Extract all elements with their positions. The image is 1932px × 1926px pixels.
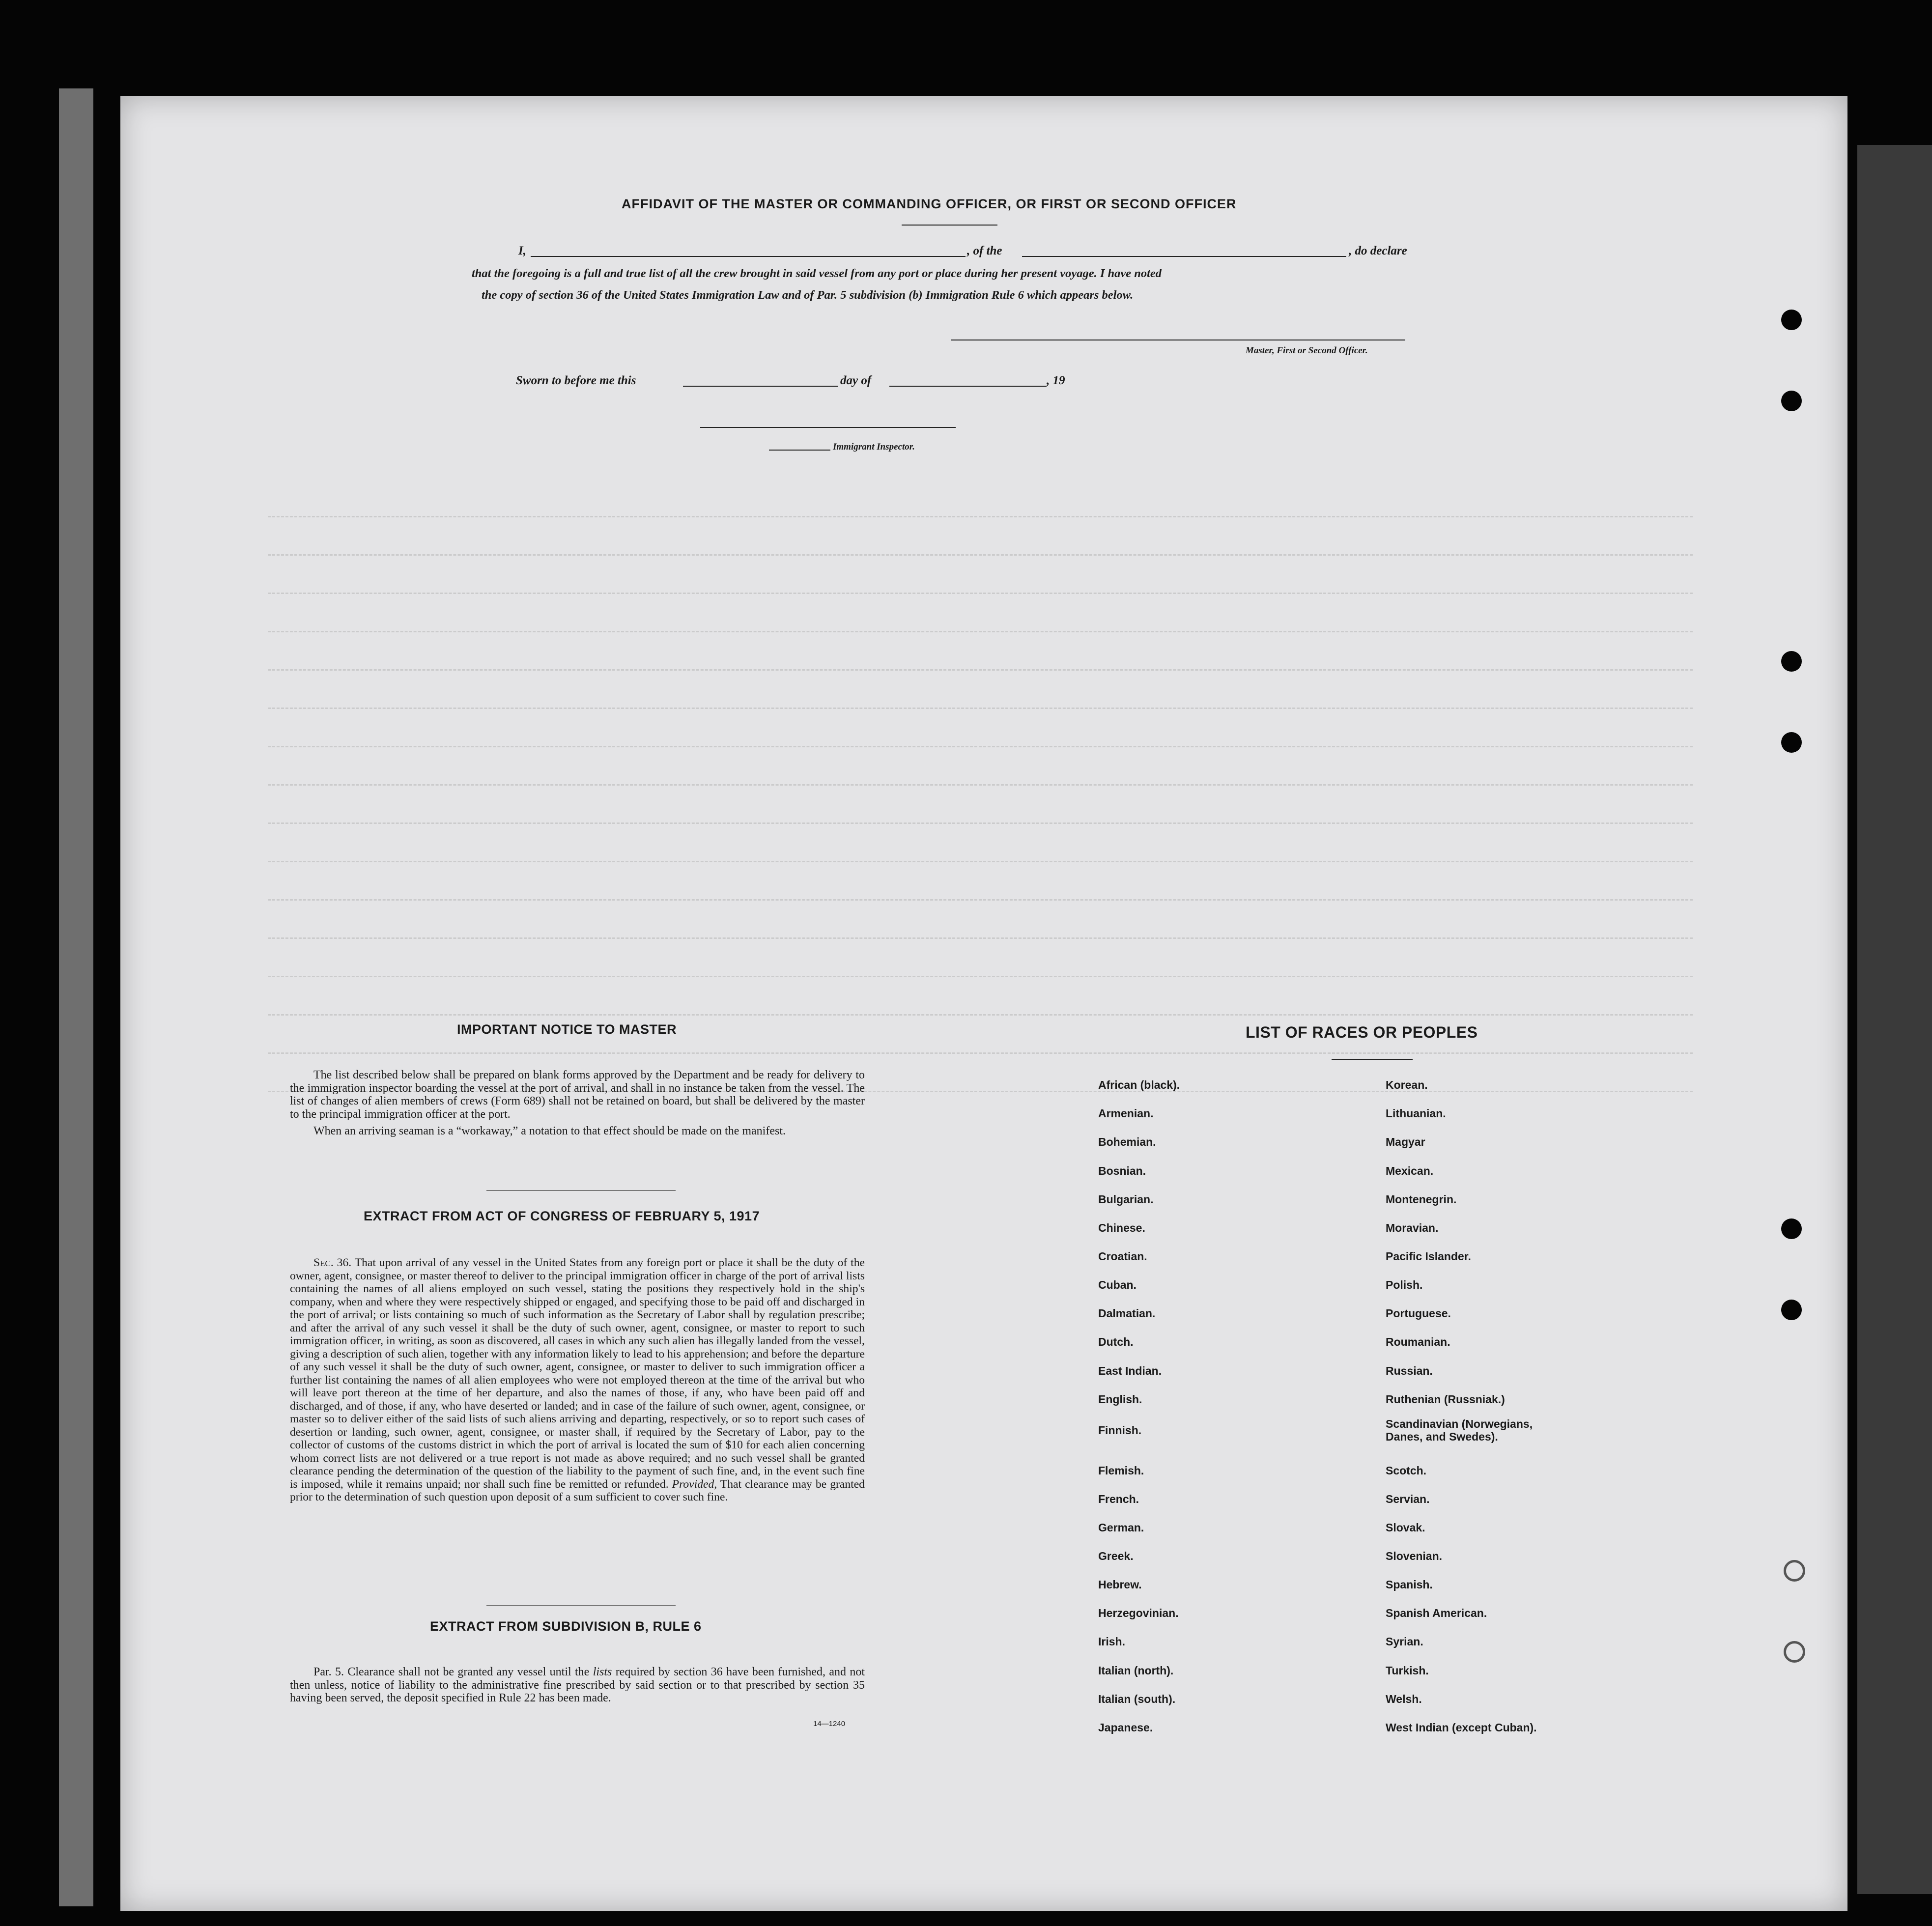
affidavit-text-line3: the copy of section 36 of the United States Immigration Law and of Par. 5 subdivision (b) Immigration Rule 6 which appears below.	[482, 288, 1134, 302]
race-item: Bosnian.	[1098, 1164, 1146, 1177]
inspector-short-line	[769, 450, 830, 451]
race-item: Irish.	[1098, 1635, 1125, 1648]
right-edge-strip	[1857, 145, 1932, 1894]
ghost-row	[268, 976, 1693, 980]
ghost-row	[268, 861, 1693, 865]
affidavit-do-declare-label: , do declare	[1349, 244, 1407, 257]
extract-act-body	[290, 1256, 865, 1504]
extract-rule-title: EXTRACT FROM SUBDIVISION B, RULE 6	[430, 1619, 702, 1634]
race-item: Spanish.	[1386, 1578, 1433, 1591]
race-item: Dalmatian.	[1098, 1307, 1156, 1320]
form-number: 14—1240	[813, 1720, 846, 1728]
ghost-row	[268, 937, 1693, 942]
race-item: Finnish.	[1098, 1424, 1142, 1437]
race-item: Greek.	[1098, 1550, 1134, 1562]
race-item: Spanish American.	[1386, 1607, 1487, 1619]
extract-act-title: EXTRACT FROM ACT OF CONGRESS OF FEBRUARY 5, 1917	[364, 1209, 760, 1223]
race-item: Slovenian.	[1386, 1550, 1443, 1562]
punch-hole	[1781, 1300, 1802, 1320]
notice-divider	[486, 1190, 676, 1191]
race-item: African (black).	[1098, 1078, 1180, 1091]
punch-hole	[1781, 1218, 1802, 1239]
race-item: Turkish.	[1386, 1664, 1429, 1677]
sec-36-label: Sec. 36.	[313, 1256, 352, 1269]
notice-title: IMPORTANT NOTICE TO MASTER	[457, 1022, 677, 1037]
race-item: Bohemian.	[1098, 1135, 1156, 1148]
notice-paragraph-2: When an arriving seaman is a “workaway,” a notation to that effect should be made on the manifest.	[313, 1125, 786, 1137]
race-item: Syrian.	[1386, 1635, 1423, 1648]
rule-text-b: required by section 36 have been furnished, and not then unless, notice of liability to the administrative fine prescribed by said section or to that prescribed by section 35 having been served, the deposit specified in Rule 22 has been made.	[290, 1666, 865, 1704]
rule-lists-word: lists	[593, 1666, 612, 1678]
race-item: Bulgarian.	[1098, 1193, 1154, 1206]
punch-hole	[1781, 651, 1802, 672]
race-item: East Indian.	[1098, 1364, 1162, 1377]
sec-36-text: That upon arrival of any vessel in the United States from any foreign port or place it shall be the duty of the owner, agent, consignee, or master thereof to deliver to the principal immigration officer in charge of the port of arrival lists containing the names of all aliens employed on such vessel, stating the positions they respectively hold in the ship's company, when and where they were respectively shipped or engaged, and specifying those to be paid off and discharged in the port of arrival; or lists containing so much of such information as the Secretary of Labor shall by regulation prescribe; and after the arrival of any such vessel it shall be the duty of such owner, agent, consignee, or master to report to such immigration officer, in writing, as soon as discovered, all cases in which any such alien has illegally landed from the vessel, giving a description of such alien, together with any information likely to lead to his apprehension; and before the departure of any such vessel it shall be the duty of such owner, agent, consignee, or master to deliver to such immigration officer a further list containing the names of all alien employees who were not employed thereon at the time of the arrival but who will leave port thereon at the time of her departure, and also the names of those, if any, who have been paid off and discharged, and of those, if any, who have deserted or landed; and in case of the failure of such owner, agent, consignee, or master so to deliver either of the said lists of such aliens arriving and departing, respectively, or so to report such cases of desertion or landing, such owner, agent, consignee, or master shall, if required by the Secretary of Labor, pay to the collector of customs of the customs district in which the port of arrival is located the sum of $10 for each alien concerning whom correct lists are not delivered or a true report is not made as above required; and no such vessel shall be granted clearance pending the determination of the question of the liability to the payment of such fine, and, in the event such fine is imposed, while it remains unpaid; nor shall such fine be remitted or refunded.	[290, 1256, 865, 1491]
ghost-row	[268, 708, 1693, 712]
race-item: Slovak.	[1386, 1521, 1425, 1534]
race-item: Italian (north).	[1098, 1664, 1174, 1677]
race-item: Dutch.	[1098, 1335, 1134, 1348]
race-item: Lithuanian.	[1386, 1107, 1446, 1120]
affidavit-i-label: I,	[518, 244, 526, 257]
race-item: Roumanian.	[1386, 1335, 1450, 1348]
master-signature-label: Master, First or Second Officer.	[1246, 345, 1368, 356]
ghost-row	[268, 899, 1693, 904]
punch-hole	[1781, 732, 1802, 753]
inspector-label: Immigrant Inspector.	[833, 442, 915, 452]
extract-rule-body	[290, 1666, 865, 1705]
races-title-rule	[1332, 1059, 1413, 1060]
sworn-day-label: day of	[840, 374, 872, 387]
ghost-row	[268, 784, 1693, 789]
ghost-row	[268, 1014, 1693, 1019]
ghost-row	[268, 554, 1693, 559]
races-right-column	[1386, 1078, 1641, 1766]
race-item: Korean.	[1386, 1078, 1428, 1091]
race-item: Scotch.	[1386, 1464, 1427, 1477]
left-edge-strip	[59, 88, 93, 1906]
races-left-column	[1098, 1078, 1354, 1766]
race-item: Servian.	[1386, 1493, 1430, 1505]
punch-hole-open	[1784, 1560, 1805, 1582]
ghost-row	[268, 516, 1693, 520]
affidavit-of-the-label: , of the	[967, 244, 1002, 257]
ghost-row	[268, 593, 1693, 597]
race-item: Chinese.	[1098, 1221, 1145, 1234]
race-item: Cuban.	[1098, 1278, 1136, 1291]
notice-body	[290, 1069, 865, 1138]
rule-text-a: Par. 5. Clearance shall not be granted any vessel until the	[313, 1666, 590, 1678]
ghost-row	[268, 669, 1693, 674]
race-item: Portuguese.	[1386, 1307, 1451, 1320]
ghost-row	[268, 1052, 1693, 1057]
race-item: Pacific Islander.	[1386, 1250, 1471, 1263]
race-item: Polish.	[1386, 1278, 1423, 1291]
extract-act-divider	[486, 1605, 676, 1606]
ghost-row	[268, 822, 1693, 827]
race-item: Montenegrin.	[1386, 1193, 1457, 1206]
notice-paragraph-1: The list described below shall be prepared on blank forms approved by the Department and be ready for delivery to the immigration inspector boarding the vessel at the port of arrival, and shall in no instance be taken from the vessel. The list of changes of alien members of crews (Form 689) shall not be retained on board, but shall be delivered by the master to the principal immigration officer at the port.	[290, 1069, 865, 1121]
race-item: Russian.	[1386, 1364, 1433, 1377]
inspector-signature-line[interactable]	[700, 427, 956, 428]
provided-label: Provided,	[672, 1477, 717, 1491]
sworn-prefix: Sworn to before me this	[516, 374, 636, 387]
race-item: Welsh.	[1386, 1693, 1422, 1705]
ghost-row	[268, 746, 1693, 750]
provided-text: That clearance may be granted prior to the determination of such question upon deposit of a sum sufficient to cover such fine.	[290, 1477, 865, 1503]
sworn-month-blank[interactable]	[889, 386, 1047, 387]
race-item: Flemish.	[1098, 1464, 1144, 1477]
affidavit-title: AFFIDAVIT OF THE MASTER OR COMMANDING OFFICER, OR FIRST OR SECOND OFFICER	[622, 197, 1237, 211]
affidavit-text-line2: that the foregoing is a full and true list of all the crew brought in said vessel from any port or place during her present voyage. I have noted	[472, 267, 1162, 280]
races-title: LIST OF RACES OR PEOPLES	[1246, 1023, 1478, 1041]
race-item: Scandinavian (Norwegians, Danes, and Swedes).	[1386, 1417, 1533, 1443]
vessel-blank[interactable]	[1022, 256, 1346, 257]
race-item: Moravian.	[1386, 1221, 1439, 1234]
race-item: Mexican.	[1386, 1164, 1434, 1177]
race-item: English.	[1098, 1393, 1142, 1406]
sworn-year-label: , 19	[1047, 374, 1065, 387]
race-item: Magyar	[1386, 1135, 1425, 1148]
race-item: Japanese.	[1098, 1721, 1153, 1734]
sworn-day-blank[interactable]	[683, 386, 838, 387]
race-item: Croatian.	[1098, 1250, 1147, 1263]
race-item: Italian (south).	[1098, 1693, 1176, 1705]
punch-hole	[1781, 310, 1802, 330]
race-item: Armenian.	[1098, 1107, 1154, 1120]
race-item: Ruthenian (Russniak.)	[1386, 1393, 1505, 1406]
race-item: Herzegovinian.	[1098, 1607, 1179, 1619]
document-page	[120, 96, 1847, 1911]
race-item: French.	[1098, 1493, 1139, 1505]
race-item: West Indian (except Cuban).	[1386, 1721, 1537, 1734]
name-blank[interactable]	[531, 256, 966, 257]
punch-hole-open	[1784, 1641, 1805, 1663]
race-item: Hebrew.	[1098, 1578, 1142, 1591]
punch-hole	[1781, 391, 1802, 411]
affidavit-title-rule	[902, 225, 997, 226]
ghost-row	[268, 631, 1693, 635]
race-item: German.	[1098, 1521, 1144, 1534]
